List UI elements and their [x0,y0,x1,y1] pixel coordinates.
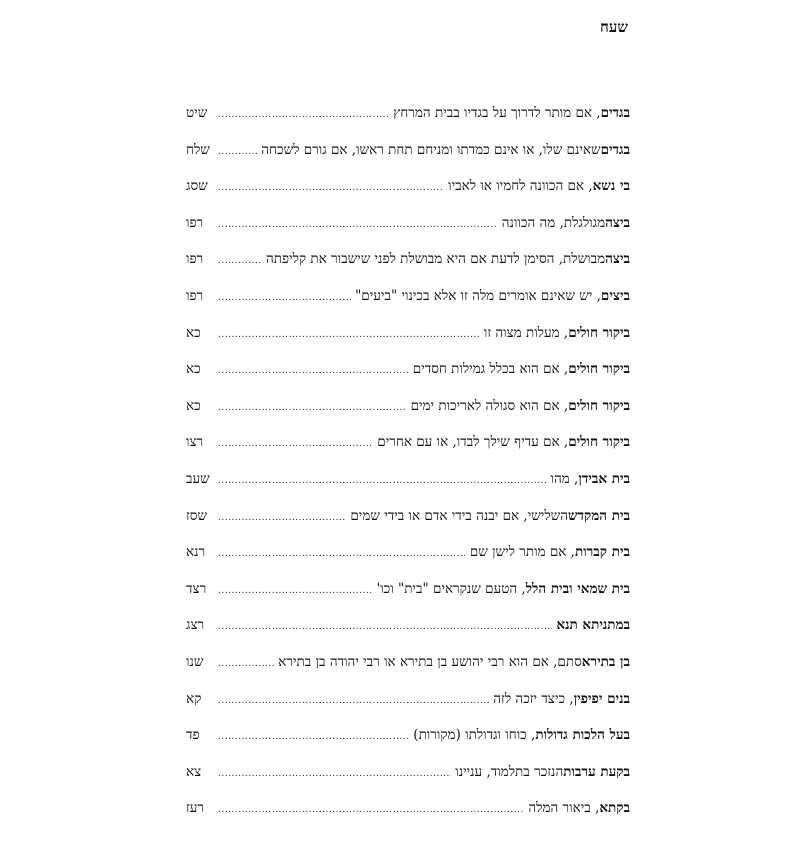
dot-leader [218,549,466,559]
entry-term: ביקור חולים [568,324,630,341]
entry-term: בגדים [600,105,630,121]
entry-term: ביקור חולים [568,397,630,414]
entry-description: , אם מותר לישן שם [469,544,575,561]
entry-term: בעל הלכות גדולות [535,727,630,744]
entry-page-ref: רפו [186,251,204,268]
entry-page-ref: שסג [186,178,208,195]
entry-page-ref: צא [186,763,202,780]
entry-page-ref: קא [186,690,202,707]
entry-description: , יש שאינם אומרים מלה זו אלא בכינוי "ביעים" [355,287,601,304]
entry-term: ביקור חולים [568,361,630,378]
entry-description: , אם עדיף שילך לבדו, או עם אחרים [377,434,569,451]
entry-page-ref: פד [186,727,200,744]
entry-page-ref: שיט [186,105,208,121]
entry-page-ref: רפו [186,214,204,231]
index-entry [186,325,630,362]
index-list [186,105,630,837]
entry-page-ref: רצו [186,434,204,451]
index-entry [186,764,630,801]
entry-description: השלישי, אם יבנה בידי אדם או בידי שמים [350,507,568,524]
dot-leader [218,293,351,303]
page-number: שעח [600,18,628,36]
entry-term: ביצה [605,251,630,268]
entry-description: , אם הוא בכלל גמילות חסדים [412,361,569,378]
entry-term: בן בתירא [581,653,630,670]
index-entry [186,251,630,288]
entry-term: בגדים [600,141,630,158]
dot-leader [218,696,489,706]
dot-leader [218,439,373,449]
entry-description: , אם מותר לדרוך על בגדיו בבית המרחץ [393,105,601,121]
index-entry [186,288,630,325]
entry-page-ref: שלח [186,141,210,158]
dot-leader [218,110,389,120]
index-entry [186,434,630,471]
entry-description: מגולגלת, מה הכוונה [501,214,606,231]
entry-term: ביקור חולים [568,434,630,451]
dot-leader [218,513,346,523]
entry-page-ref: רנא [186,544,206,561]
dot-leader [218,732,409,742]
entry-term: ביצה [605,214,630,231]
dot-leader [218,769,451,779]
entry-page-ref: רעז [186,800,205,817]
entry-page-ref: כא [186,361,201,378]
entry-description: , אם הוא סגולה לאריכות ימים [410,397,569,414]
dot-leader [218,622,552,632]
entry-term: בי נשא [592,178,630,195]
entry-term: בקתא [599,800,630,817]
entry-description: הנזכר בתלמוד, עניינו [455,763,564,780]
index-entry [186,654,630,691]
index-entry [186,691,630,728]
dot-leader [218,256,262,266]
entry-page-ref: רפו [186,287,204,304]
entry-page-ref: רצג [186,617,205,634]
index-entry [186,581,630,618]
entry-description: , אם הכוונה לחמיו או לאביו [448,178,593,195]
index-entry [186,215,630,252]
entry-description: , מעלות מצוה זו [483,324,569,341]
index-entry [186,361,630,398]
index-entry [186,142,630,179]
index-entry [186,105,630,142]
entry-description: , כיצד יזכה לזה [493,690,574,707]
dot-leader [218,183,444,193]
dot-leader [218,805,524,815]
entry-description: סתם, אם הוא רבי יהושע בן בתירא או רבי יהודה בן בתירא [278,653,582,670]
entry-description: , כוחו וגדולתו (מקורות) [413,727,536,744]
dot-leader [218,403,407,413]
entry-term: בית המקדש [567,507,630,524]
entry-page-ref: כא [186,397,201,414]
index-entry [186,398,630,435]
dot-leader [218,147,257,157]
dot-leader [218,659,274,669]
index-entry [186,471,630,508]
index-entry [186,178,630,215]
index-entry [186,800,630,837]
dot-leader [218,220,498,230]
index-entry [186,617,630,654]
entry-term: בית קברות [574,544,630,561]
entry-page-ref: שעב [186,470,210,487]
entry-term: ביצים [600,287,630,304]
entry-page-ref: שסז [186,507,208,524]
entry-page-ref: שנו [186,653,204,670]
entry-description: , ביאור המלה [528,800,600,817]
dot-leader [218,586,372,596]
entry-description: שאינם שלו, או אינם כמדתו ומניחם תחת ראשו, אם גורם לשכחה [261,141,601,158]
entry-term: במתניתא תנא [556,617,630,634]
entry-term: בנים יפיפין [573,690,630,707]
entry-page-ref: כא [186,324,201,341]
entry-description: , הטעם שנקראים "בית" וכו' [376,580,526,597]
index-entry [186,544,630,581]
entry-term: בית אבידן [578,470,630,487]
index-entry [186,508,630,545]
index-entry [186,727,630,764]
entry-page-ref: רצד [186,580,207,597]
entry-term: בקעת ערבות [563,763,630,780]
dot-leader [218,476,547,486]
dot-leader [218,330,480,340]
entry-description: , מהו [550,470,579,487]
entry-description: מבושלת, הסימן לדעת אם היא מבושלת לפני שישבור את קליפתה [265,251,606,268]
dot-leader [218,366,409,376]
entry-term: בית שמאי ובית הלל [525,580,630,597]
